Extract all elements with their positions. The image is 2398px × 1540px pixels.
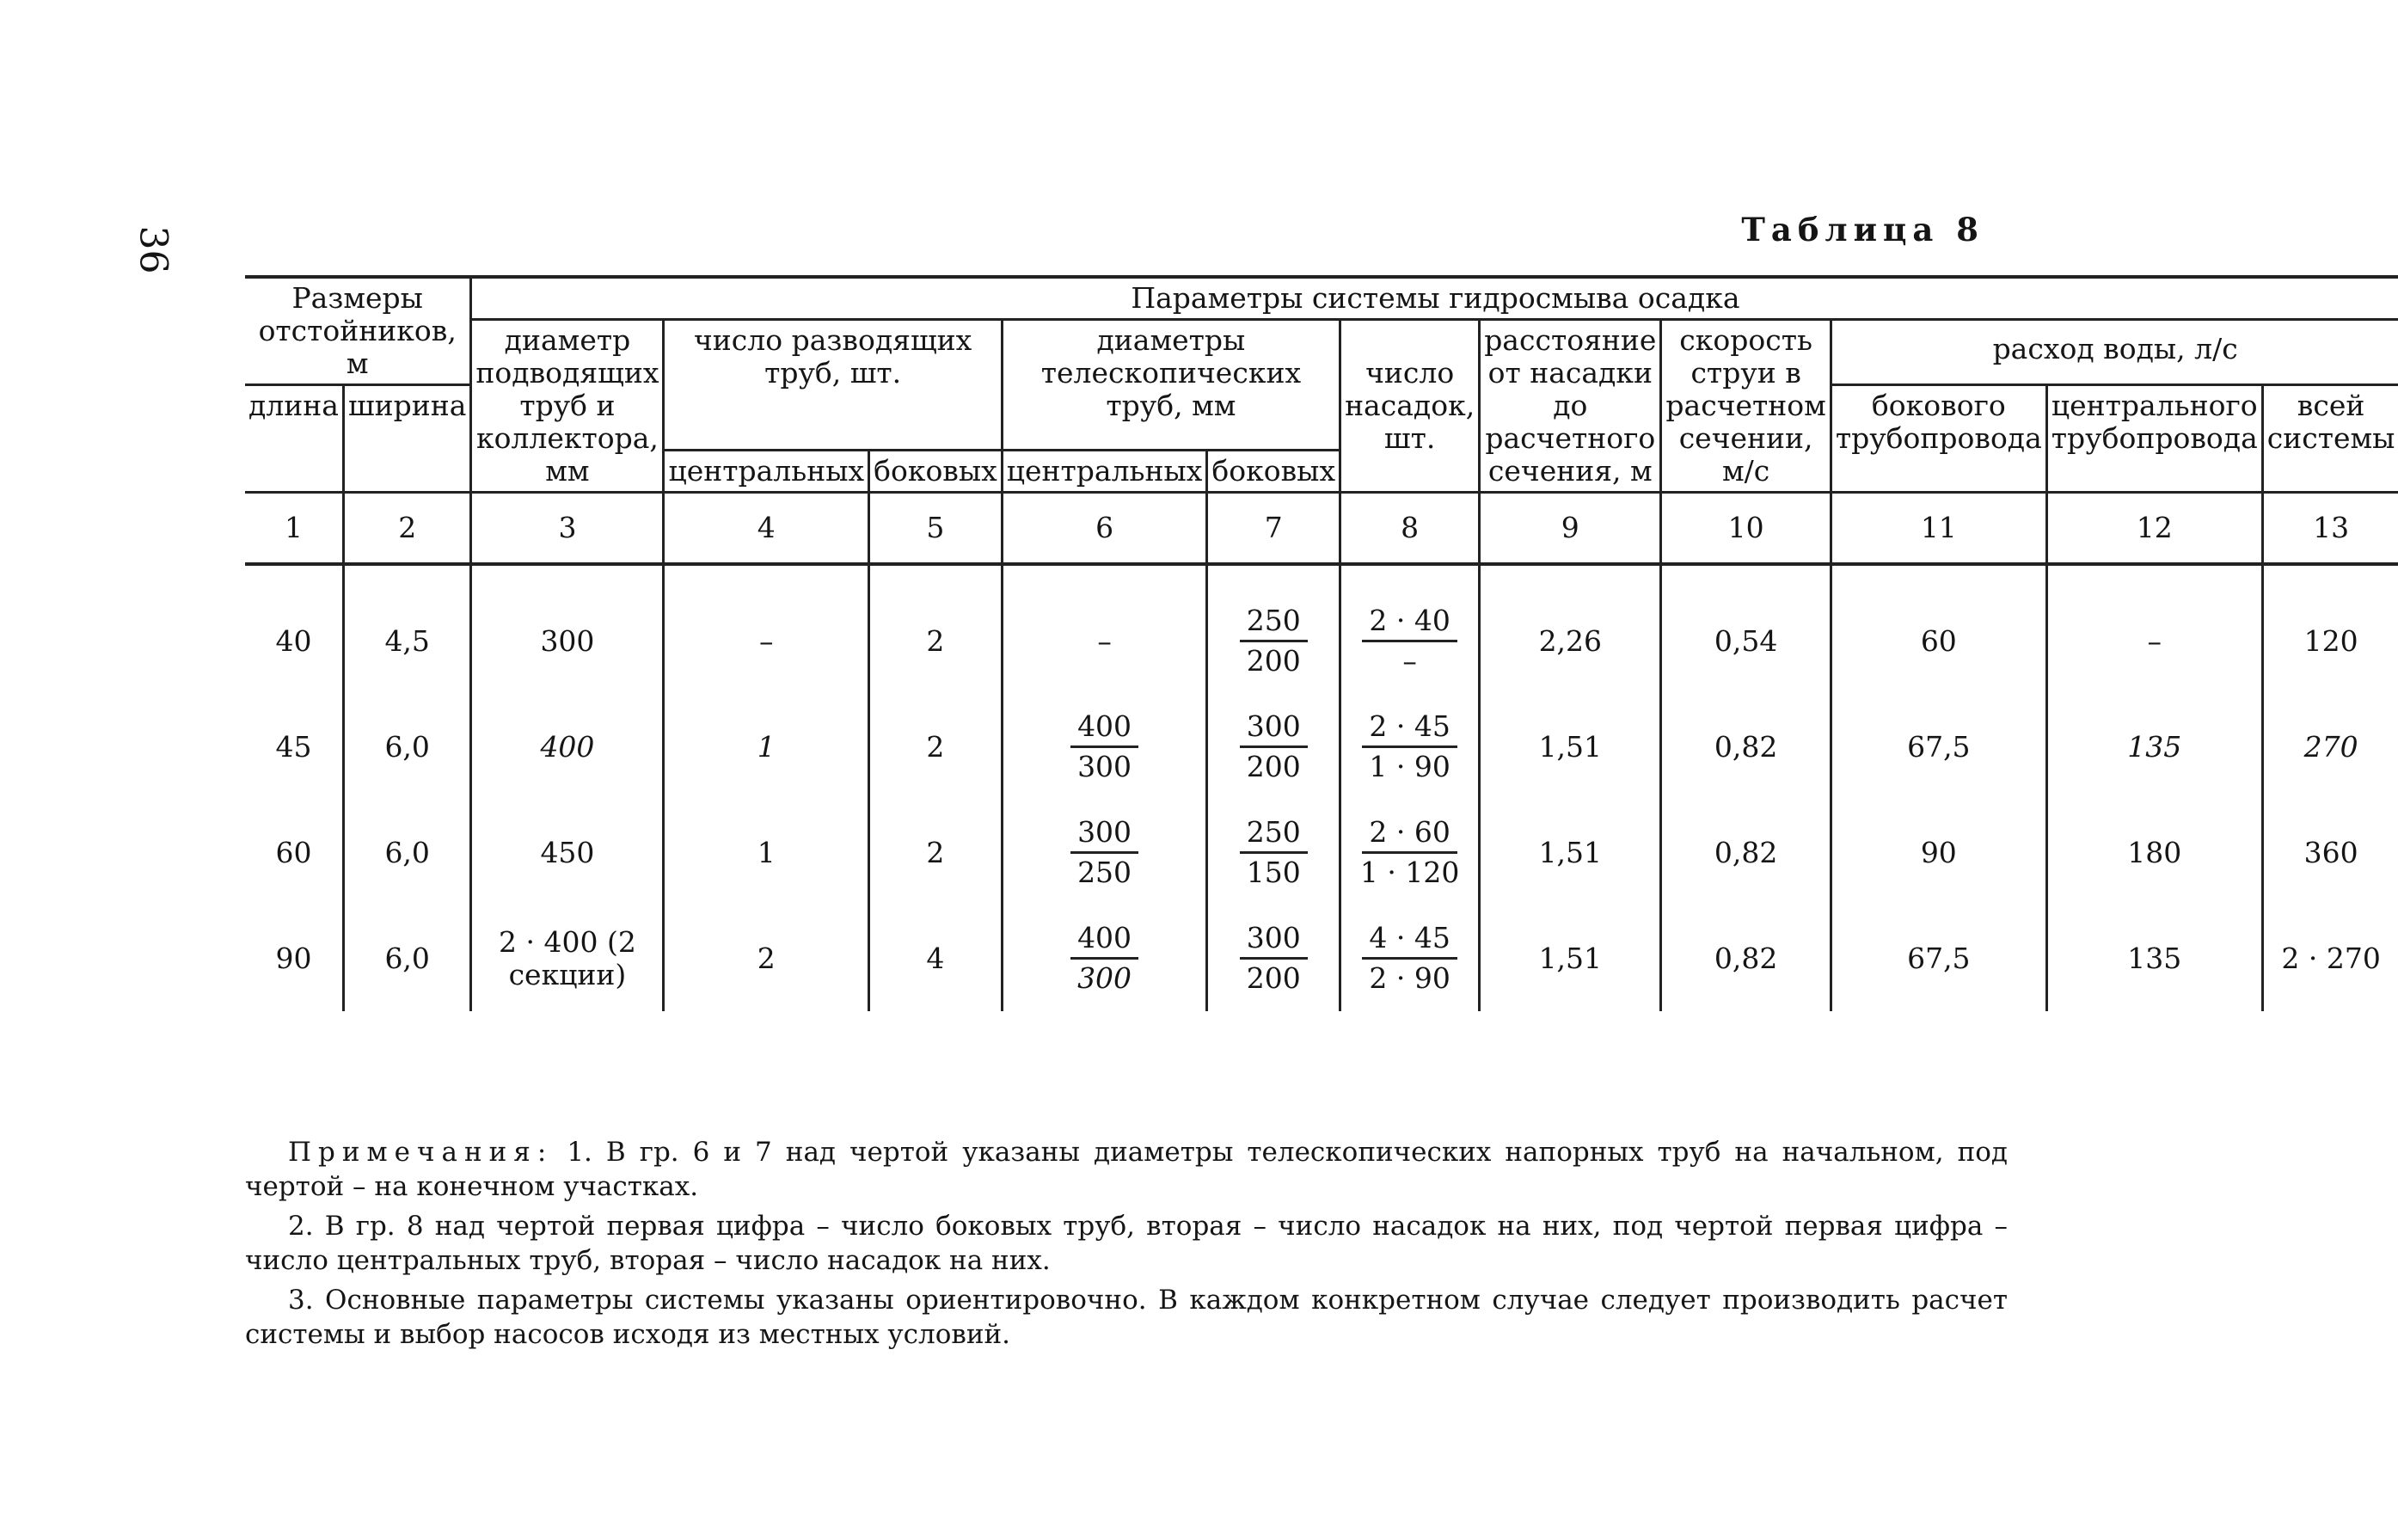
cell-col5: 2 [869, 564, 1003, 694]
column-number: 11 [1831, 493, 2046, 565]
cell-length: 60 [245, 800, 343, 905]
column-number: 12 [2046, 493, 2262, 565]
cell-col5: 2 [869, 800, 1003, 905]
cell-length: 45 [245, 694, 343, 800]
cell-col4: 2 [664, 905, 869, 1011]
column-number: 3 [471, 493, 664, 565]
column-number: 10 [1661, 493, 1831, 565]
cell-col13: 2 · 270 [2262, 905, 2398, 1011]
cell-col6 [1002, 905, 1207, 1011]
cell-width: 6,0 [343, 905, 470, 1011]
header-col5: боковых [869, 451, 1003, 493]
cell-col8 [1340, 564, 1480, 694]
page-number: 36 [131, 225, 175, 274]
fraction-top: 400 [1070, 919, 1138, 960]
cell-col6: – [1002, 564, 1207, 694]
header-col11: бокового трубопровода [1831, 385, 2046, 493]
column-number: 5 [869, 493, 1003, 565]
fraction-top: 2 · 40 [1362, 602, 1457, 642]
column-number: 13 [2262, 493, 2398, 565]
cell-col9: 1,51 [1480, 905, 1661, 1011]
cell-col8 [1340, 694, 1480, 800]
header-col67-group: диаметры телескопических труб, мм [1002, 320, 1340, 451]
fraction-bottom: 250 [1077, 856, 1132, 889]
header-col45-group: число разводящих труб, шт. [664, 320, 1002, 451]
cell-col8 [1340, 905, 1480, 1011]
fraction-bottom: 1 · 120 [1359, 856, 1460, 889]
data-table [245, 275, 2398, 1011]
note-2: 2. В гр. 8 над чертой первая цифра – число боковых труб, вторая – число насадок на них, под чертой первая цифра – число центральных труб, вторая – число насадок на них. [245, 1211, 2008, 1276]
cell-col7 [1207, 905, 1340, 1011]
cell-col4: – [664, 564, 869, 694]
cell-col9: 1,51 [1480, 694, 1661, 800]
column-number: 8 [1340, 493, 1480, 565]
column-number: 4 [664, 493, 869, 565]
table-row [245, 905, 2398, 1011]
fraction-top: 4 · 45 [1362, 919, 1457, 960]
fraction-bottom: 2 · 90 [1369, 961, 1450, 995]
header-sizes-group: Размеры отстойников, м [245, 277, 471, 385]
fraction-top: 300 [1240, 708, 1308, 748]
cell-col9: 1,51 [1480, 800, 1661, 905]
note-1 [245, 1135, 2008, 1204]
fraction-bottom: 150 [1246, 856, 1301, 889]
cell-col4: 1 [664, 800, 869, 905]
fraction-top: 250 [1240, 813, 1308, 854]
notes-section [245, 1135, 2008, 1357]
table-row [245, 800, 2398, 905]
cell-col7 [1207, 564, 1340, 694]
cell-col12: 135 [2046, 694, 2262, 800]
cell-col3: 2 · 400 (2 секции) [471, 905, 664, 1011]
column-number: 7 [1207, 493, 1340, 565]
cell-col9: 2,26 [1480, 564, 1661, 694]
column-number: 2 [343, 493, 470, 565]
cell-col10: 0,82 [1661, 800, 1831, 905]
table-title: Таблица 8 [1741, 211, 1984, 248]
fraction-top: 2 · 45 [1362, 708, 1457, 748]
header-flow-group: расход воды, л/с [1831, 320, 2398, 385]
fraction-top: 400 [1070, 708, 1138, 748]
table-row [245, 694, 2398, 800]
header-col6: центральных [1002, 451, 1207, 493]
cell-col11: 60 [1831, 564, 2046, 694]
header-params-group: Параметры системы гидросмыва осадка [471, 277, 2398, 320]
cell-col10: 0,82 [1661, 905, 1831, 1011]
cell-col8 [1340, 800, 1480, 905]
header-col8: число насадок, шт. [1340, 320, 1480, 493]
cell-col11: 90 [1831, 800, 2046, 905]
column-number: 6 [1002, 493, 1207, 565]
cell-col11: 67,5 [1831, 694, 2046, 800]
header-col13: всей системы [2262, 385, 2398, 493]
note-1-text: 1. В гр. 6 и 7 над чертой указаны диаметры телескопических напорных труб на начальном, под чертой – на конечном участках. [245, 1137, 2008, 1202]
cell-col6 [1002, 694, 1207, 800]
cell-col13: 120 [2262, 564, 2398, 694]
cell-col12: 135 [2046, 905, 2262, 1011]
header-width: ширина [343, 385, 470, 493]
column-number: 1 [245, 493, 343, 565]
table-row [245, 564, 2398, 694]
cell-length: 40 [245, 564, 343, 694]
header-col10: скорость струи в расчетном сечении, м/с [1661, 320, 1831, 493]
fraction-top: 2 · 60 [1362, 813, 1457, 854]
fraction-top: 300 [1240, 919, 1308, 960]
fraction-top: 300 [1070, 813, 1138, 854]
cell-col7 [1207, 800, 1340, 905]
notes-heading: Примечания: [288, 1137, 554, 1168]
fraction-bottom: 200 [1246, 750, 1301, 783]
header-col3: диаметр подводящих труб и коллектора, мм [471, 320, 664, 493]
cell-col10: 0,82 [1661, 694, 1831, 800]
cell-col7 [1207, 694, 1340, 800]
cell-col13: 360 [2262, 800, 2398, 905]
cell-width: 6,0 [343, 694, 470, 800]
header-length: длина [245, 385, 343, 493]
cell-col3: 450 [471, 800, 664, 905]
cell-col3: 300 [471, 564, 664, 694]
fraction-bottom: 300 [1077, 750, 1132, 783]
fraction-bottom: 300 [1077, 961, 1132, 995]
fraction-bottom: – [1402, 644, 1417, 678]
cell-length: 90 [245, 905, 343, 1011]
fraction-top: 250 [1240, 602, 1308, 642]
cell-col3: 400 [471, 694, 664, 800]
fraction-bottom: 200 [1246, 644, 1301, 678]
column-number: 9 [1480, 493, 1661, 565]
header-col7: боковых [1207, 451, 1340, 493]
cell-col13: 270 [2262, 694, 2398, 800]
header-col4: центральных [664, 451, 869, 493]
header-col9: расстояние от насадки до расчетного сечения, м [1480, 320, 1661, 493]
fraction-bottom: 1 · 90 [1369, 750, 1450, 783]
cell-col6 [1002, 800, 1207, 905]
cell-col12: – [2046, 564, 2262, 694]
cell-width: 4,5 [343, 564, 470, 694]
cell-width: 6,0 [343, 800, 470, 905]
cell-col5: 4 [869, 905, 1003, 1011]
fraction-bottom: 200 [1246, 961, 1301, 995]
cell-col11: 67,5 [1831, 905, 2046, 1011]
header-col12: центрального трубопровода [2046, 385, 2262, 493]
cell-col12: 180 [2046, 800, 2262, 905]
cell-col5: 2 [869, 694, 1003, 800]
note-3: 3. Основные параметры системы указаны ориентировочно. В каждом конкретном случае следует производить расчет системы и выбор насосов исходя из местных условий. [245, 1285, 2008, 1350]
column-number-row [245, 493, 2398, 565]
cell-col4: 1 [664, 694, 869, 800]
cell-col10: 0,54 [1661, 564, 1831, 694]
